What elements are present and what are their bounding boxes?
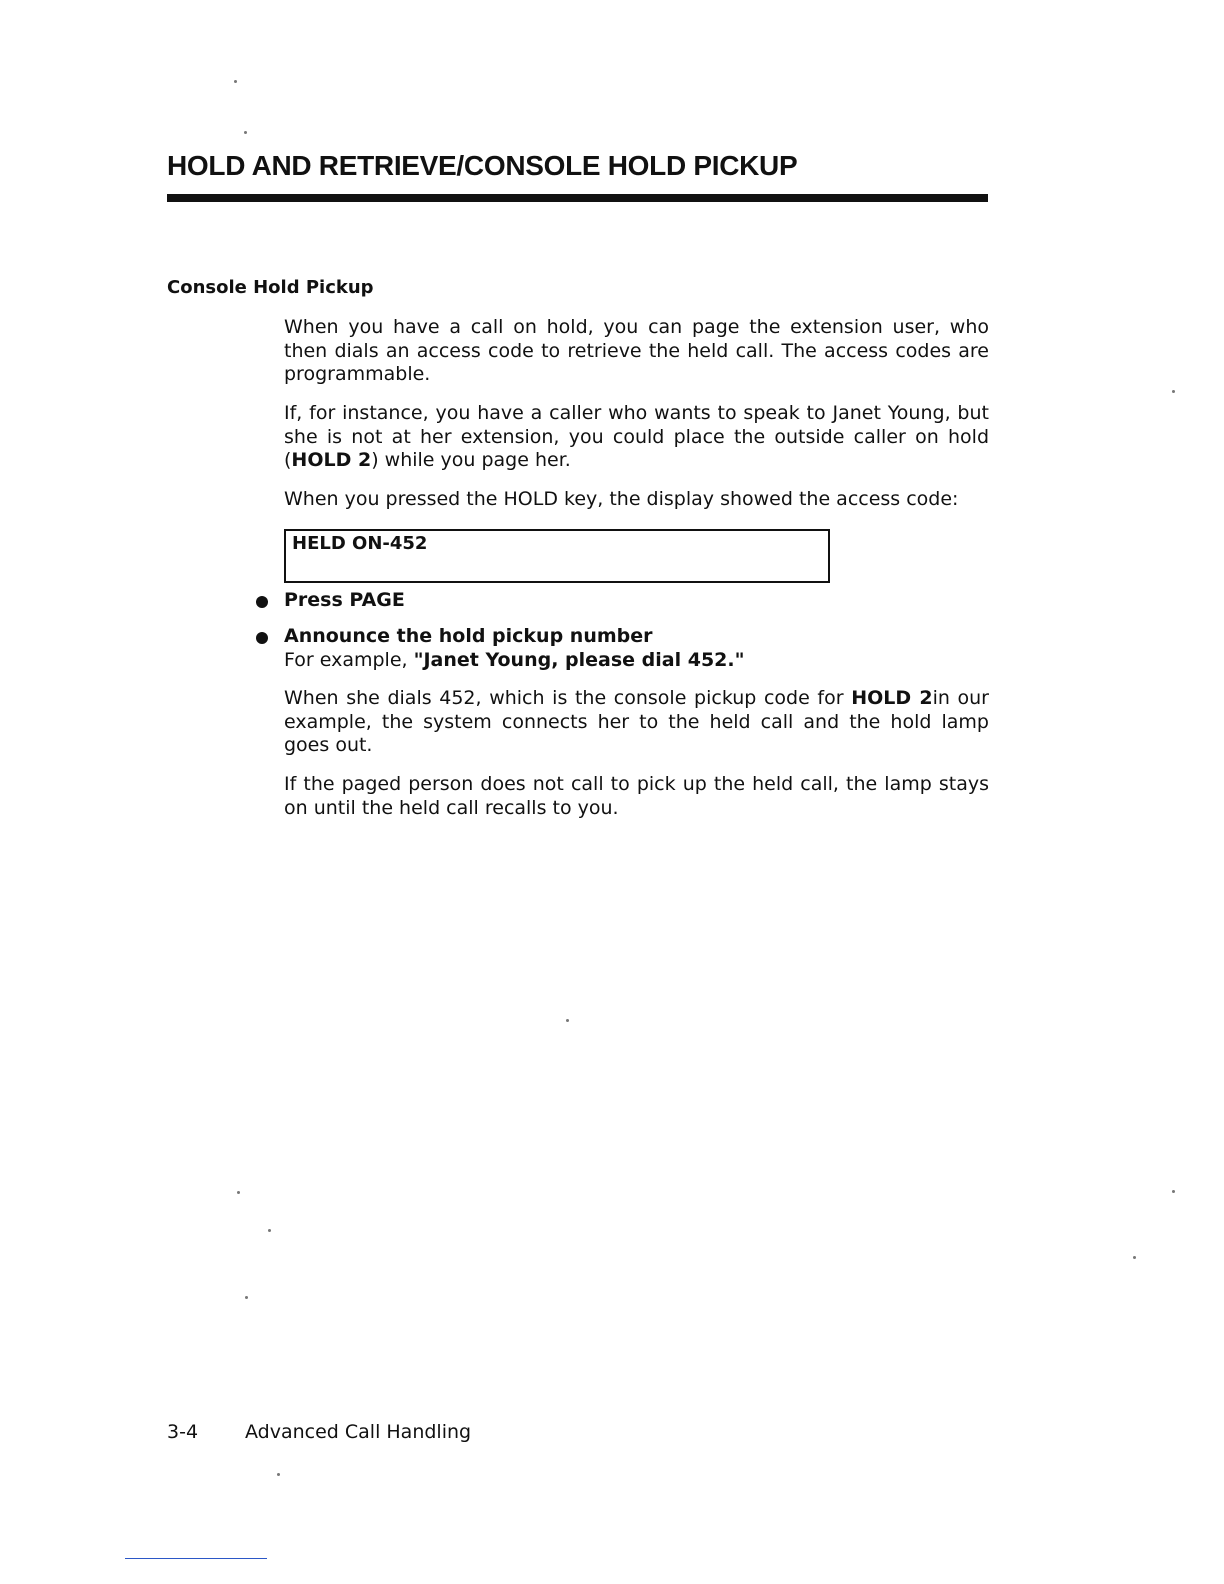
step-example-quote: "Janet Young, please dial 452." <box>413 649 745 671</box>
scan-speck <box>237 1191 240 1194</box>
scan-speck <box>268 1229 271 1232</box>
scan-speck <box>1172 390 1175 393</box>
scan-speck <box>244 131 247 134</box>
example-paragraph <box>284 402 989 473</box>
display-readout-text: HELD ON-452 <box>292 533 428 554</box>
title-rule <box>167 194 988 202</box>
display-intro-paragraph: When you pressed the HOLD key, the display showed the access code: <box>284 488 959 510</box>
page-title: HOLD AND RETRIEVE/CONSOLE HOLD PICKUP <box>167 150 798 181</box>
pickup-text-pre: When she dials 452, which is the console pickup code for <box>284 687 852 709</box>
scan-speck <box>1133 1256 1136 1259</box>
display-readout-box <box>284 529 830 583</box>
footer-page-number: 3-4 <box>167 1421 199 1443</box>
pickup-text-post: in our example, the system connects her to the held call and the hold lamp goes out. <box>284 687 989 756</box>
example-text-post: ) while you page her. <box>371 449 571 471</box>
bullet-icon <box>256 596 268 608</box>
scan-speck <box>277 1473 280 1476</box>
footer-section-name: Advanced Call Handling <box>245 1421 472 1443</box>
section-heading: Console Hold Pickup <box>167 277 374 298</box>
scan-speck <box>566 1019 569 1022</box>
step-announce-number: Announce the hold pickup number <box>284 625 653 647</box>
scan-speck <box>234 80 237 83</box>
step-announce-example <box>284 649 745 671</box>
step-press-page: Press PAGE <box>284 589 405 611</box>
example-hold-key: HOLD 2 <box>291 449 372 471</box>
scan-speck <box>245 1296 248 1299</box>
bottom-edge-line <box>125 1558 267 1559</box>
scan-speck <box>1172 1190 1175 1193</box>
step-example-pre: For example, <box>284 649 414 671</box>
example-text-pre: If, for instance, you have a caller who wants to speak to Janet Young, but she is not at her extension, you could place the outside caller on hold ( <box>284 402 989 471</box>
pickup-result-paragraph <box>284 687 989 758</box>
bullet-icon <box>256 632 268 644</box>
intro-paragraph: When you have a call on hold, you can page the extension user, who then dials an access code to retrieve the held call. The access codes are programmable. <box>284 316 989 385</box>
recall-paragraph: If the paged person does not call to pick up the held call, the lamp stays on until the held call recalls to you. <box>284 773 989 819</box>
pickup-hold-key: HOLD 2 <box>851 687 933 709</box>
